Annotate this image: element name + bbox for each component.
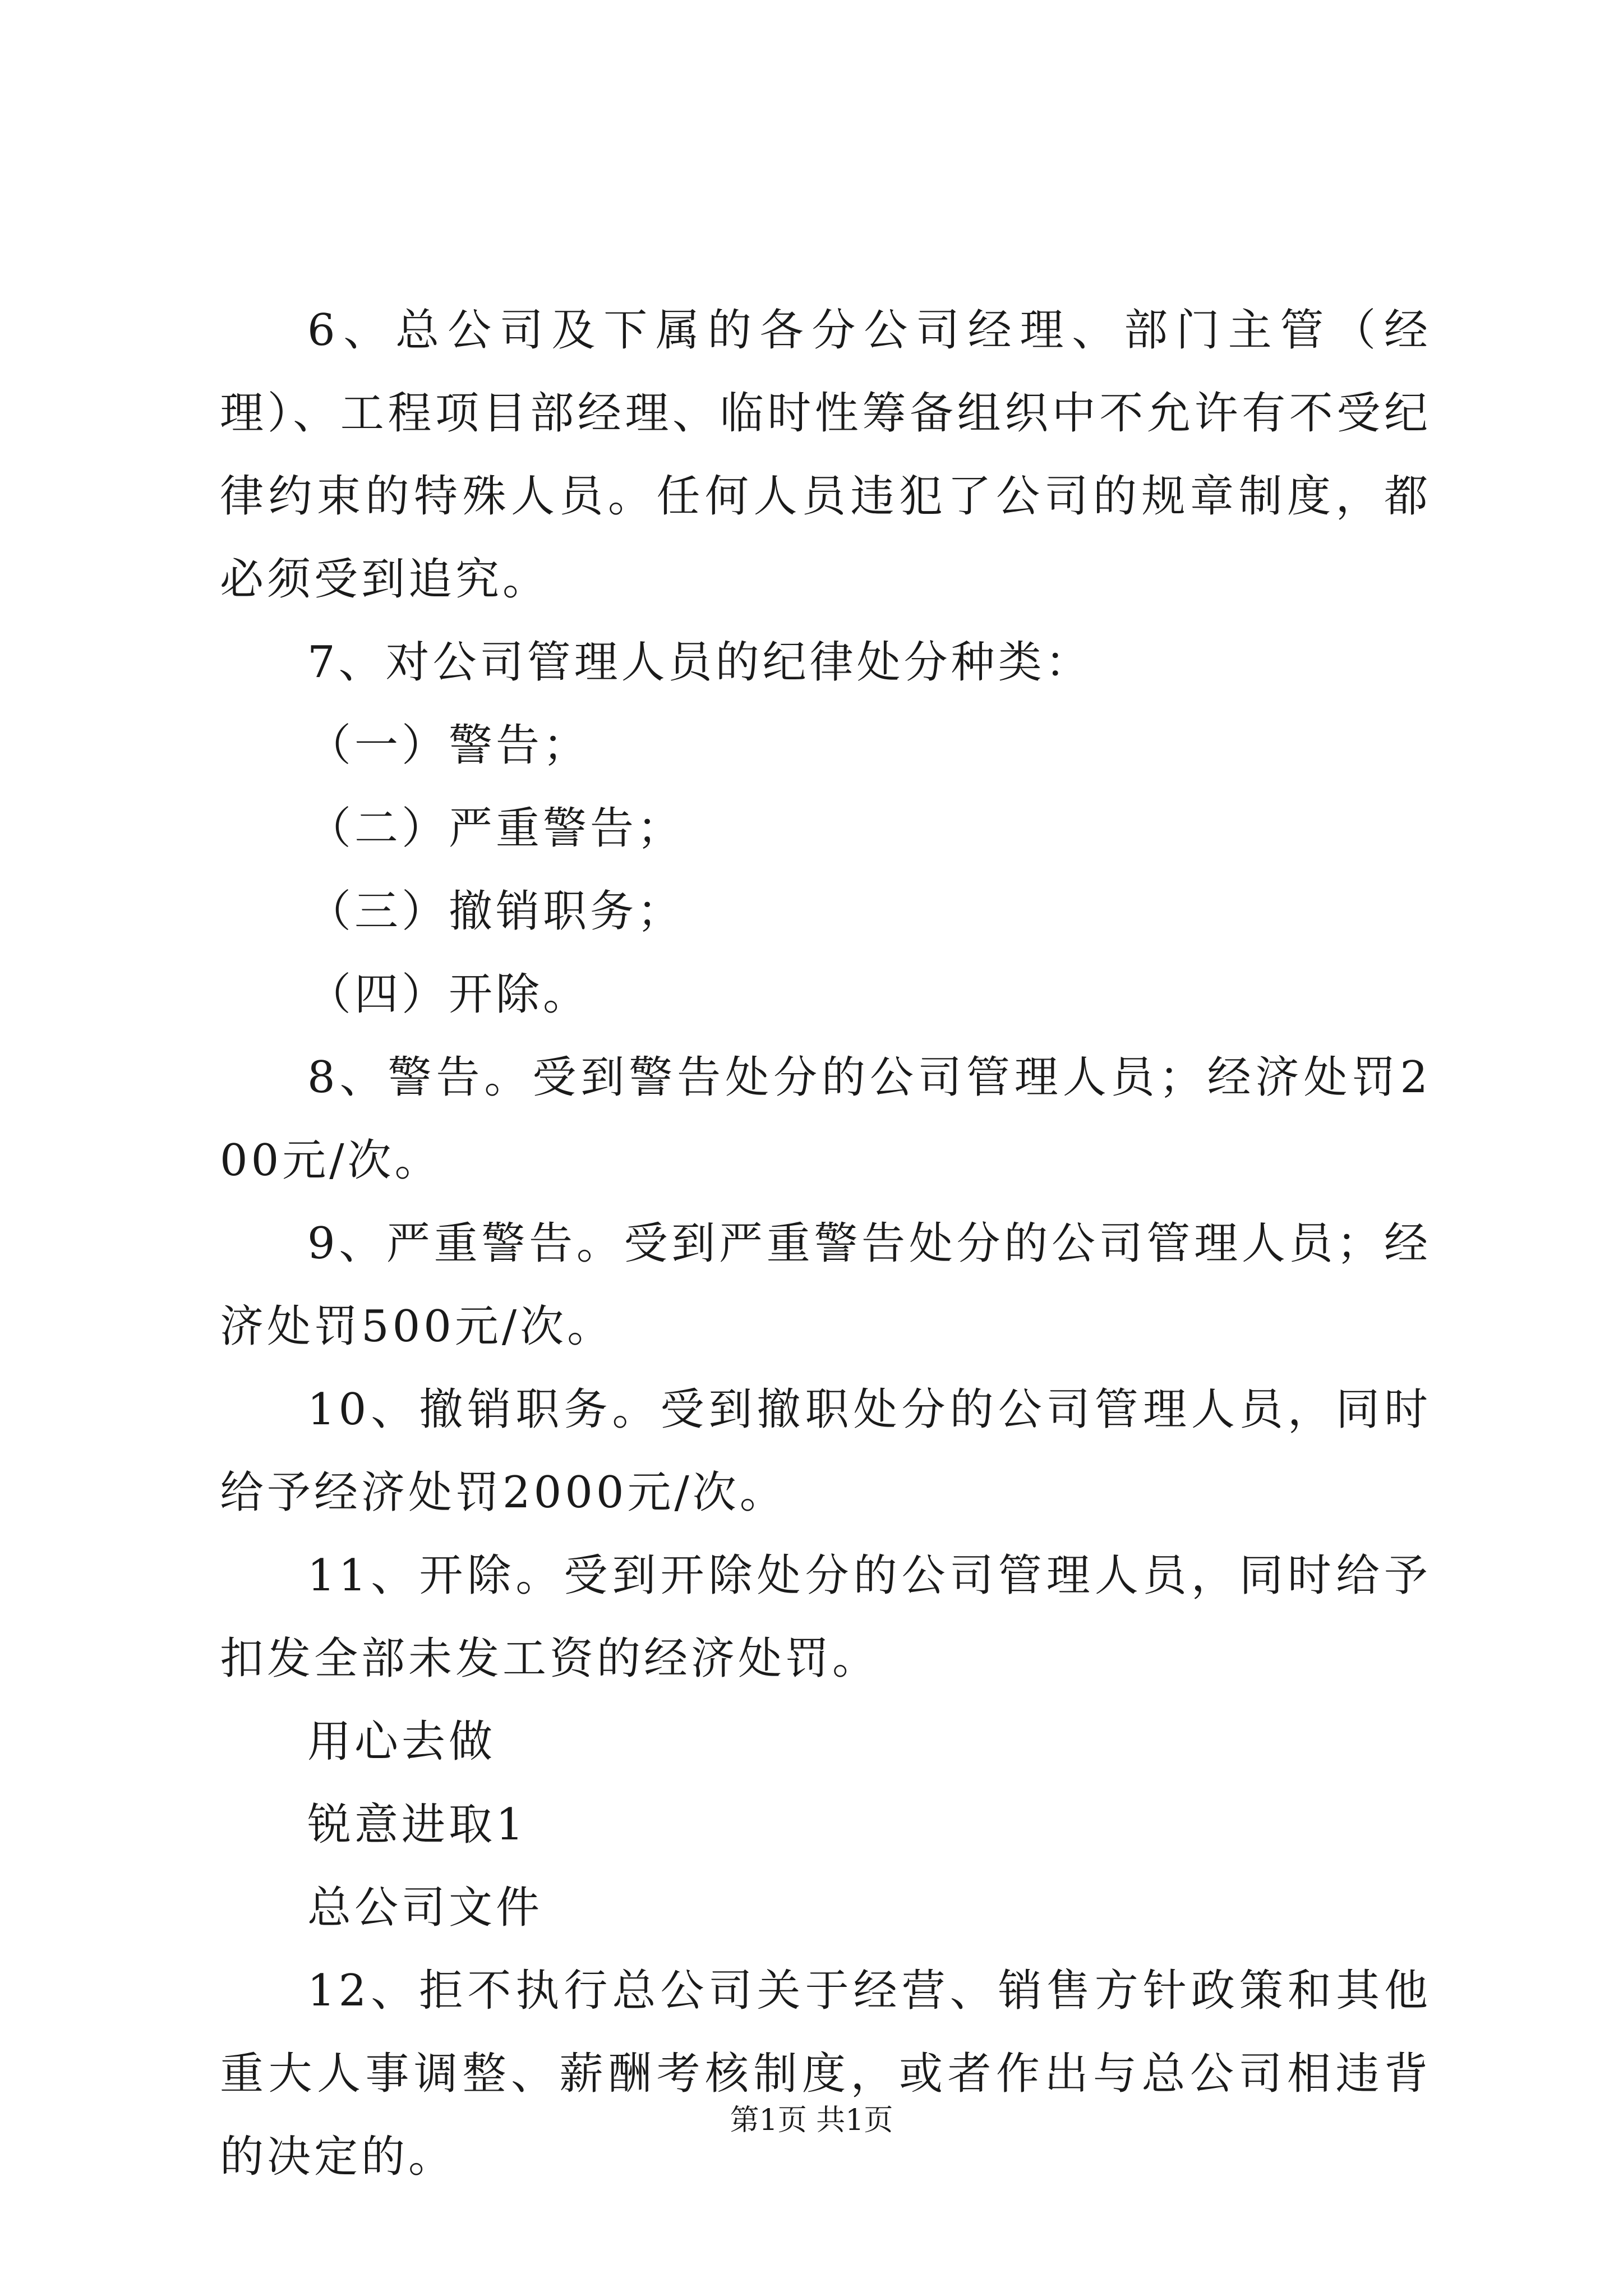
list-item-3: （三）撤销职务； (307, 886, 685, 937)
list-item-4: （四）开除。 (307, 969, 591, 1020)
paragraph-6: 6、总公司及下属的各分公司经理、部门主管（经理）、工程项目部经理、临时性筹备组织中不允许有不受纪律约束的特殊人员。任何人员违犯了公司的规章制度，都必须受到追究。 (220, 305, 1431, 605)
list-item-1: （一）警告； (307, 720, 591, 771)
paragraph-11: 11、开除。受到开除处分的公司管理人员，同时给予扣发全部未发工资的经济处罚。 (220, 1550, 1431, 1684)
paragraph-9: 9、严重警告。受到严重警告处分的公司管理人员；经济处罚500元/次。 (220, 1218, 1431, 1352)
paragraph-10: 10、撤销职务。受到撤职处分的公司管理人员，同时给予经济处罚2000元/次。 (220, 1384, 1431, 1518)
paragraph-12: 12、拒不执行总公司关于经营、销售方针政策和其他重大人事调整、薪酬考核制度，或者作出与总公司相违背的决定的。 (220, 1966, 1431, 2182)
slogan-line-1: 用心去做 (307, 1717, 496, 1767)
paragraph-7: 7、对公司管理人员的纪律处分种类： (307, 637, 1092, 688)
list-item-2: （二）严重警告； (307, 803, 685, 854)
page-number-footer: 第1页 共1页 (730, 2104, 893, 2137)
document-label: 总公司文件 (307, 1883, 543, 1933)
document-body (220, 289, 1431, 2198)
paragraph-8: 8、警告。受到警告处分的公司管理人员；经济处罚200元/次。 (220, 1052, 1431, 1186)
slogan-line-2: 锐意进取1 (307, 1800, 527, 1850)
